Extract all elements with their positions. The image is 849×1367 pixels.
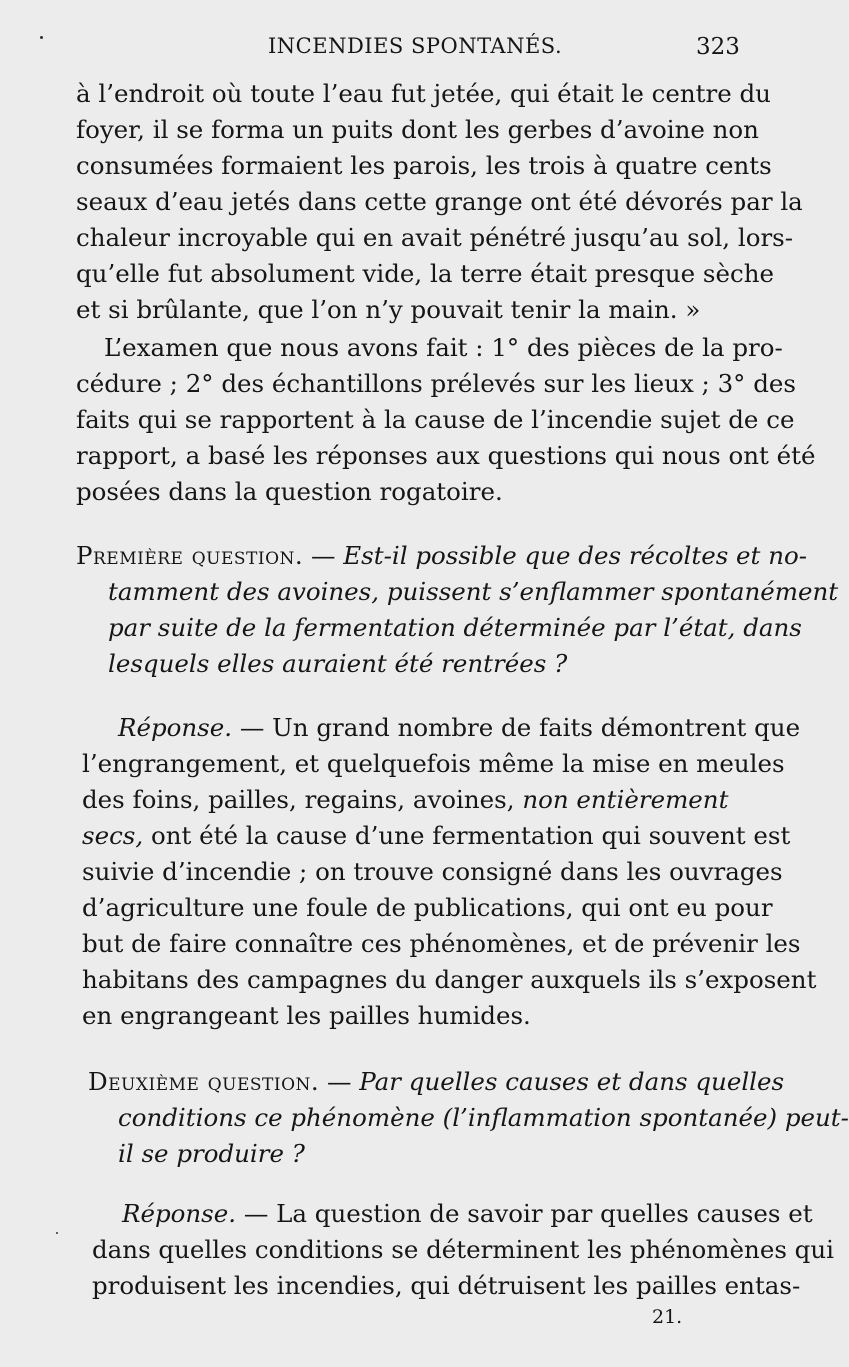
response-line: produisent les incendies, qui détruisent les pailles entas-	[92, 1271, 801, 1300]
response-line: d’agriculture une foule de publications, qui ont eu pour	[82, 893, 773, 922]
response-text: — La question de savoir par quelles causes et	[236, 1199, 813, 1228]
text-line: et si brûlante, que l’on n’y pouvait tenir la main. »	[76, 295, 701, 324]
text-line: à l’endroit où toute l’eau fut jetée, qui était le centre du	[76, 79, 771, 108]
text-line: consumées formaient les parois, les trois à quatre cents	[76, 151, 772, 180]
signature-mark: 21.	[652, 1306, 683, 1328]
question-line	[118, 1102, 849, 1134]
question-label: Première question.	[76, 541, 304, 570]
question-text: ) peut-	[767, 1103, 849, 1132]
response-text: — Un grand nombre de faits démontrent que	[232, 713, 801, 742]
response-italic: non entièrement	[522, 785, 729, 814]
response-label: Réponse.	[122, 1199, 237, 1228]
text-line: cédure ; 2° des échantillons prélevés sur les lieux ; 3° des	[76, 369, 796, 398]
response-line: dans quelles conditions se déterminent les phénomènes qui	[92, 1235, 834, 1264]
question-text: conditions ce phénomène (	[118, 1103, 453, 1132]
response-line: but de faire connaître ces phénomènes, et de prévenir les	[82, 929, 801, 958]
response-line: habitans des campagnes du danger auxquels ils s’exposent	[82, 965, 817, 994]
response-text: ont été la cause d’une fermentation qui souvent est	[143, 821, 791, 850]
paper-speck	[56, 1232, 58, 1234]
response-line	[82, 820, 790, 852]
question-line: tamment des avoines, puissent s’enflammer spontanément	[108, 577, 839, 606]
response-label: Réponse.	[118, 713, 233, 742]
response-line: suivie d’incendie ; on trouve consigné dans les ouvrages	[82, 857, 783, 886]
question-text: l’inflammation spontanée	[452, 1103, 768, 1132]
text-line: posées dans la question rogatoire.	[76, 477, 503, 506]
response-line	[118, 712, 800, 744]
question-line	[88, 1066, 784, 1098]
question-dash: —	[303, 541, 344, 570]
text-line: L’examen que nous avons fait : 1° des pièces de la pro-	[104, 333, 783, 362]
response-text: des foins, pailles, regains, avoines,	[82, 785, 515, 814]
response-italic: secs,	[82, 821, 144, 850]
text-line: faits qui se rapportent à la cause de l’incendie sujet de ce	[76, 405, 795, 434]
question-text: Par quelles causes et dans quelles	[359, 1067, 785, 1096]
question-text: Est-il possible que des récoltes et no-	[343, 541, 807, 570]
response-line	[122, 1198, 813, 1230]
text-line: foyer, il se forma un puits dont les gerbes d’avoine non	[76, 115, 759, 144]
response-line: en engrangeant les pailles humides.	[82, 1001, 531, 1030]
response-line: l’engrangement, et quelquefois même la mise en meules	[82, 749, 785, 778]
response-line	[82, 784, 728, 816]
text-line: rapport, a basé les réponses aux questions qui nous ont été	[76, 441, 816, 470]
paper-speck	[40, 36, 43, 39]
text-line: seaux d’eau jetés dans cette grange ont été dévorés par la	[76, 187, 803, 216]
question-label: Deuxième question.	[88, 1067, 320, 1096]
question-line	[76, 540, 807, 572]
question-line: lesquels elles auraient été rentrées ?	[108, 649, 568, 678]
page-header	[0, 28, 800, 68]
running-head: INCENDIES SPONTANÉS.	[268, 34, 563, 58]
question-line: il se produire ?	[118, 1139, 305, 1168]
text-line: qu’elle fut absolument vide, la terre était presque sèche	[76, 259, 774, 288]
question-line: par suite de la fermentation déterminée par l’état, dans	[108, 613, 802, 642]
page-number: 323	[696, 34, 740, 60]
question-dash: —	[319, 1067, 360, 1096]
text-line: chaleur incroyable qui en avait pénétré jusqu’au sol, lors-	[76, 223, 794, 252]
